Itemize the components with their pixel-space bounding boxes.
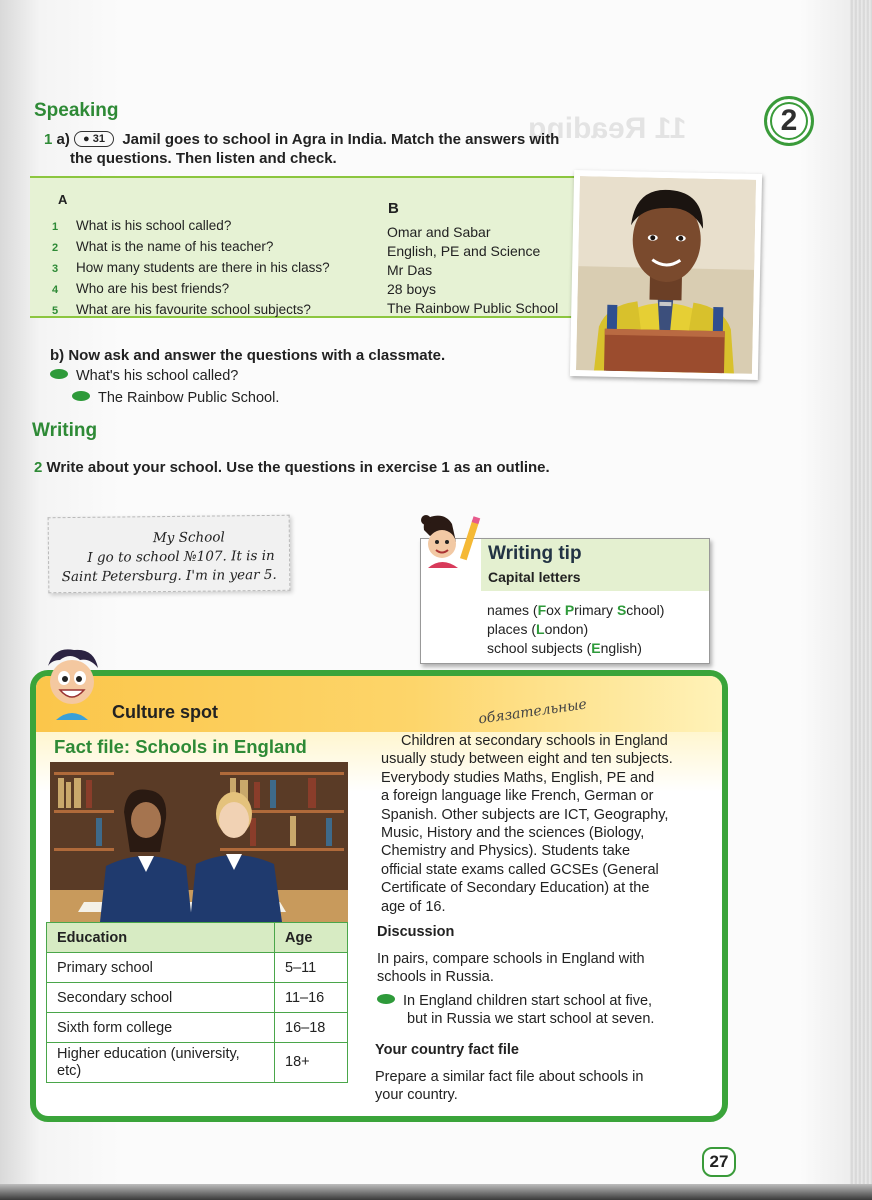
discussion-example	[377, 992, 654, 1029]
culture-spot-title: Culture spot	[112, 702, 218, 722]
exercise-1b-text: Now ask and answer the questions with a classmate.	[68, 347, 446, 364]
audio-track-icon: ● 31	[74, 131, 114, 147]
speech-bubble-icon	[72, 391, 90, 401]
paragraph-line: Everybody studies Maths, English, PE and	[381, 769, 655, 786]
list-item: English, PE and Science	[387, 243, 541, 259]
exercise-1a-line1: Jamil goes to school in Agra in India. Match the answers with	[122, 131, 560, 148]
note-title: My School	[152, 529, 225, 547]
list-item: The Rainbow Public School	[387, 300, 559, 316]
table-cell: Sixth form college	[47, 1013, 275, 1043]
table-cell: Secondary school	[47, 983, 275, 1013]
table-row	[47, 953, 348, 983]
discussion-example-line: In England children start school at five,	[403, 993, 653, 1009]
paragraph-line: usually study between eight and ten subjects.	[381, 751, 673, 768]
exercise-1b-instruction: b) Now ask and answer the questions with a classmate.	[50, 347, 446, 364]
list-item	[52, 216, 330, 237]
schoolgirls-illustration	[50, 762, 348, 922]
paragraph-line: official state exams called GCSEs (General	[381, 861, 659, 878]
answer-list	[387, 223, 558, 318]
table-header-age: Age	[275, 923, 348, 953]
column-b-heading: B	[388, 200, 399, 217]
exercise-2-text: Write about your school. Use the questions in exercise 1 as an outline.	[46, 459, 550, 476]
bottom-edge	[0, 1184, 872, 1200]
dialog-answer-text: The Rainbow Public School.	[98, 390, 280, 406]
paragraph-line: Spanish. Other subjects are ICT, Geography,	[381, 806, 669, 823]
discussion-heading: Discussion	[377, 924, 455, 940]
question-text: How many students are there in his class?	[76, 260, 330, 275]
table-cell: 16–18	[275, 1013, 348, 1043]
dialog-answer	[72, 390, 279, 406]
boy-mascot-icon	[40, 646, 104, 720]
question-number: 3	[52, 263, 59, 275]
table-cell: 11–16	[275, 983, 348, 1013]
paragraph-line: Certificate of Secondary Education) at the	[381, 880, 650, 897]
paragraph-line: Children at secondary schools in England	[401, 733, 668, 749]
writing-heading: Writing	[32, 420, 98, 441]
list-item: 28 boys	[387, 281, 437, 297]
tip-line-places: places (London)	[487, 621, 589, 637]
photo-schoolgirls	[50, 762, 348, 922]
speech-bubble-icon	[50, 369, 68, 379]
table-header-row	[47, 923, 348, 953]
example-note-card	[48, 515, 291, 594]
girl-mascot-icon	[416, 512, 486, 568]
exercise-1a-line2: the questions. Then listen and check.	[70, 150, 337, 167]
exercise-2-number: 2	[34, 459, 43, 476]
handwritten-annotation: обязательные	[477, 696, 588, 728]
question-number: 4	[52, 284, 59, 296]
list-item	[52, 258, 330, 279]
paragraph-line: age of 16.	[381, 898, 446, 915]
tip-line-names: names (Fox Primary School)	[487, 602, 665, 618]
column-a-heading: A	[58, 192, 68, 207]
exercise-1b-label: b	[50, 347, 60, 364]
paragraph-line: Chemistry and Physics). Students take	[381, 843, 631, 860]
exercise-1a-instruction: 1 a) ● 31 Jamil goes to school in Agra in India. Match the answers with the questions. Then listen and check.	[44, 131, 560, 167]
unit-number-badge: 2	[764, 96, 814, 146]
fact-file-line: Prepare a similar fact file about schools in	[375, 1069, 644, 1085]
list-item	[52, 237, 330, 258]
exercise-1a-number: 1	[44, 131, 57, 148]
discussion-text	[377, 950, 645, 987]
discussion-line: In pairs, compare schools in England with	[377, 951, 645, 967]
question-number: 1	[52, 221, 59, 233]
fact-file-line: your country.	[375, 1087, 458, 1104]
note-line-1: I go to school №107. It is in	[87, 547, 275, 566]
table-row	[47, 983, 348, 1013]
ghost-reading-heading: 11 Reading	[528, 112, 687, 145]
speaking-heading: Speaking	[34, 100, 119, 121]
question-text: What is his school called?	[76, 218, 232, 233]
question-text: What is the name of his teacher?	[76, 239, 274, 254]
paragraph-line: a foreign language like French, German or	[381, 788, 654, 805]
table-row	[47, 1043, 348, 1083]
writing-tip-title: Writing tip	[488, 543, 582, 564]
fact-file-text	[375, 1068, 643, 1105]
speech-bubble-icon	[377, 994, 395, 1004]
table-header-education: Education	[47, 923, 275, 953]
discussion-line: schools in Russia.	[377, 969, 494, 986]
note-line-2: Saint Petersburg. I'm in year 5.	[61, 566, 277, 586]
boy-illustration	[576, 176, 756, 374]
dialog-question-text: What's his school called?	[76, 368, 239, 384]
question-number: 5	[52, 305, 59, 317]
fact-file-heading: Your country fact file	[375, 1042, 519, 1058]
table-row	[47, 1013, 348, 1043]
table-cell: Primary school	[47, 953, 275, 983]
list-item	[52, 279, 330, 300]
writing-tip-lines	[487, 601, 664, 658]
exercise-2-instruction	[34, 458, 550, 477]
list-item	[52, 300, 330, 321]
writing-tip-subtitle: Capital letters	[488, 569, 581, 585]
exercise-1a-label: a	[56, 131, 65, 148]
paragraph-line: Music, History and the sciences (Biology,	[381, 825, 645, 842]
education-age-table	[46, 922, 348, 1083]
page-edge	[850, 0, 872, 1200]
culture-paragraph	[381, 732, 693, 916]
list-item: Mr Das	[387, 262, 433, 278]
table-cell: Higher education (university, etc)	[47, 1043, 275, 1083]
page-number: 27	[702, 1147, 736, 1177]
discussion-example-line: but in Russia we start school at seven.	[407, 1011, 655, 1028]
question-list	[52, 216, 330, 321]
fact-file-title: Fact file: Schools in England	[54, 736, 307, 757]
audio-track-number: 31	[92, 133, 105, 145]
dialog-question	[50, 368, 238, 384]
question-number: 2	[52, 242, 59, 254]
question-text: What are his favourite school subjects?	[76, 302, 311, 317]
question-text: Who are his best friends?	[76, 281, 230, 296]
list-item: Omar and Sabar	[387, 224, 491, 240]
tip-line-subjects: school subjects (English)	[487, 640, 642, 656]
table-cell: 18+	[275, 1043, 348, 1083]
photo-jamil	[570, 170, 762, 380]
table-cell: 5–11	[275, 953, 348, 983]
